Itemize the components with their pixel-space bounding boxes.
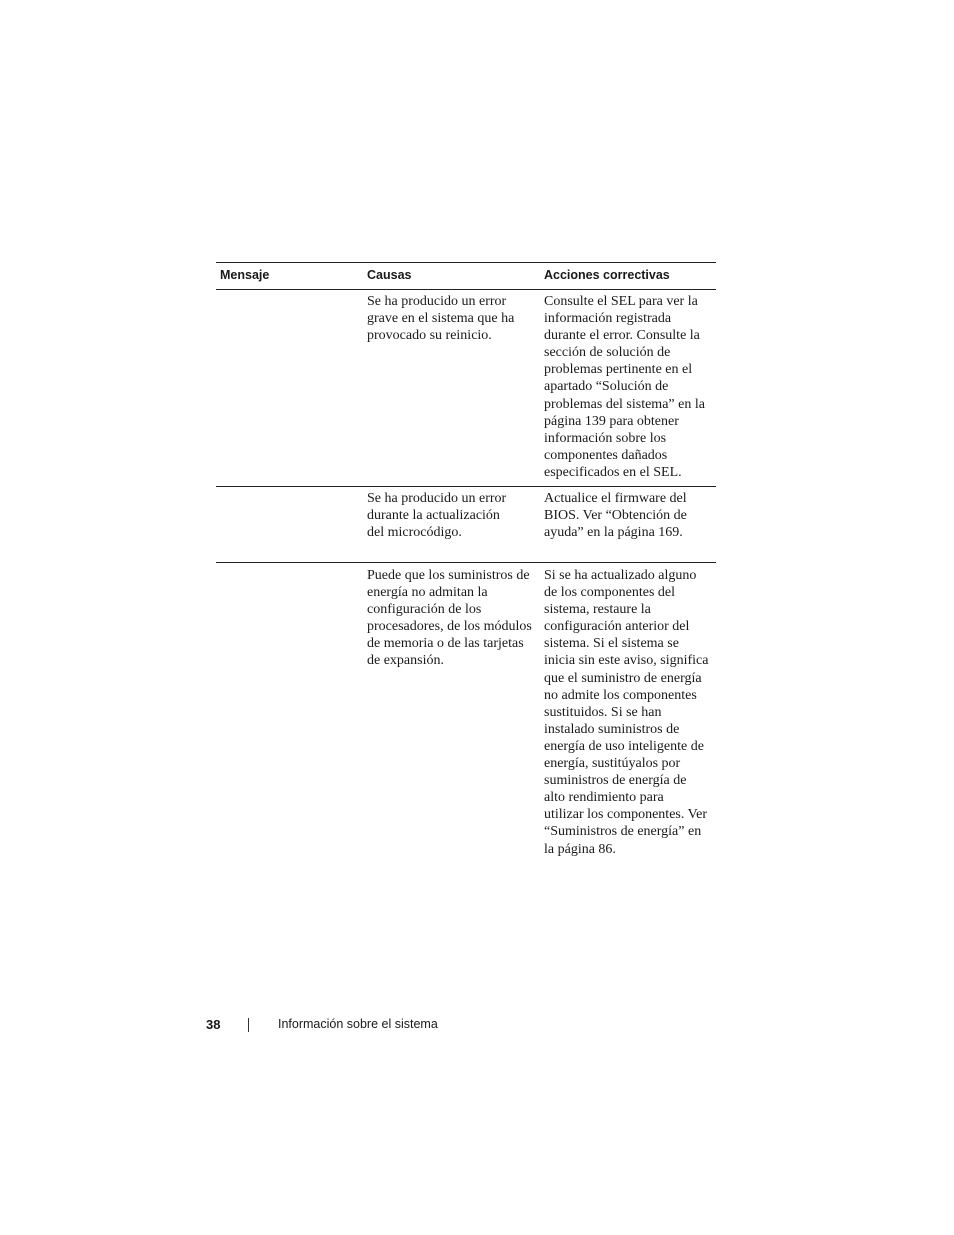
row-action: Consulte el SEL para ver la información registrada durante el error. Consulte la sección de solución de problemas pertinente en el apartado “Solución de problemas del sistema” en la página 139 para obtener información sobre los componentes dañados especificados en el SEL. — [544, 294, 705, 480]
row-cause: Se ha producido un error durante la actualización del microcódigo. — [367, 491, 507, 541]
header-actions: Acciones correctivas — [544, 268, 670, 282]
row-action: Si se ha actualizado alguno de los componentes del sistema, restaure la configuración anterior del sistema. Si el sistema se inicia sin este aviso, significa que el suministro de energía no admite los componentes sustituidos. Si se han instalado suministros de energía de uso inteligente de energía, sustitúyalos por suministros de energía de alto rendimiento para utilizar los componentes. Ver “Suministros de energía” en la página 86. — [544, 568, 709, 857]
header-causes: Causas — [367, 268, 412, 282]
table-header-row — [216, 263, 716, 290]
page-number: 38 — [206, 1017, 221, 1032]
table-row — [216, 563, 716, 863]
header-message: Mensaje — [220, 268, 270, 282]
footer-separator — [248, 1018, 249, 1032]
error-messages-table — [216, 262, 716, 863]
table-row — [216, 487, 716, 563]
footer-section-title: Información sobre el sistema — [278, 1017, 438, 1031]
page-footer — [0, 1016, 954, 1036]
row-cause: Se ha producido un error grave en el sistema que ha provocado su reinicio. — [367, 294, 515, 344]
row-cause: Puede que los suministros de energía no admitan la configuración de los procesadores, de los módulos de memoria o de las tarjetas de expansión. — [367, 568, 532, 669]
table-row — [216, 290, 716, 487]
row-action: Actualice el firmware del BIOS. Ver “Obtención de ayuda” en la página 169. — [544, 491, 687, 541]
